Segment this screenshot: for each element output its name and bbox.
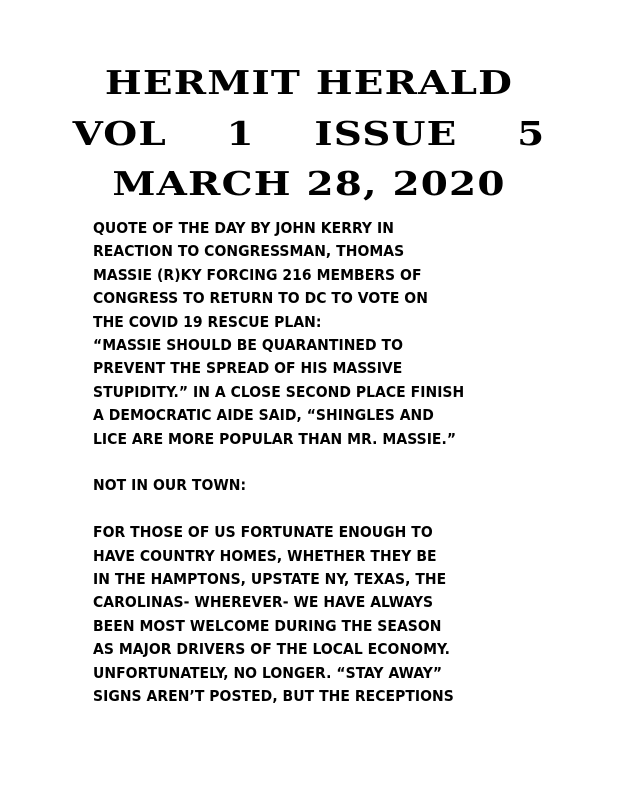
article-body <box>93 217 603 709</box>
masthead-issue: VOL 1 ISSUE 5 <box>72 114 546 153</box>
paragraph-spacer <box>93 498 603 521</box>
paragraph-spacer <box>93 451 603 474</box>
country-homes-paragraph: FOR THOSE OF US FORTUNATE ENOUGH TO HAVE COUNTRY HOMES, WHETHER THEY BE IN THE HAMPTONS, UPSTATE NY, TEXAS, THE CAROLINAS- WHEREVER- WE HAVE ALWAYS BEEN MOST WELCOME DURING THE SEASON AS MAJOR DRIVERS OF THE LOCAL ECONOMY. UNFORTUNATELY, NO LONGER. “STAY AWAY” SIGNS AREN’T POSTED, BUT THE RECEPTIONS <box>93 523 454 706</box>
masthead-date: MARCH 28, 2020 <box>112 164 506 203</box>
masthead-title: HERMIT HERALD <box>104 63 514 102</box>
section-heading-not-in-our-town: NOT IN OUR TOWN: <box>93 476 247 495</box>
quote-of-the-day-paragraph: QUOTE OF THE DAY BY JOHN KERRY IN REACTION TO CONGRESSMAN, THOMAS MASSIE (R)KY FORCING 216 MEMBERS OF CONGRESS TO RETURN TO DC TO VOTE ON THE COVID 19 RESCUE PLAN: “MASSIE SHOULD BE QUARANTINED TO PREVENT THE SPREAD OF HIS MASSIVE STUPIDITY.” IN A CLOSE SECOND PLACE FINISH A DEMOCRATIC AIDE SAID, “SHINGLES AND LICE ARE MORE POPULAR THAN MR. MASSIE.” <box>93 219 465 448</box>
